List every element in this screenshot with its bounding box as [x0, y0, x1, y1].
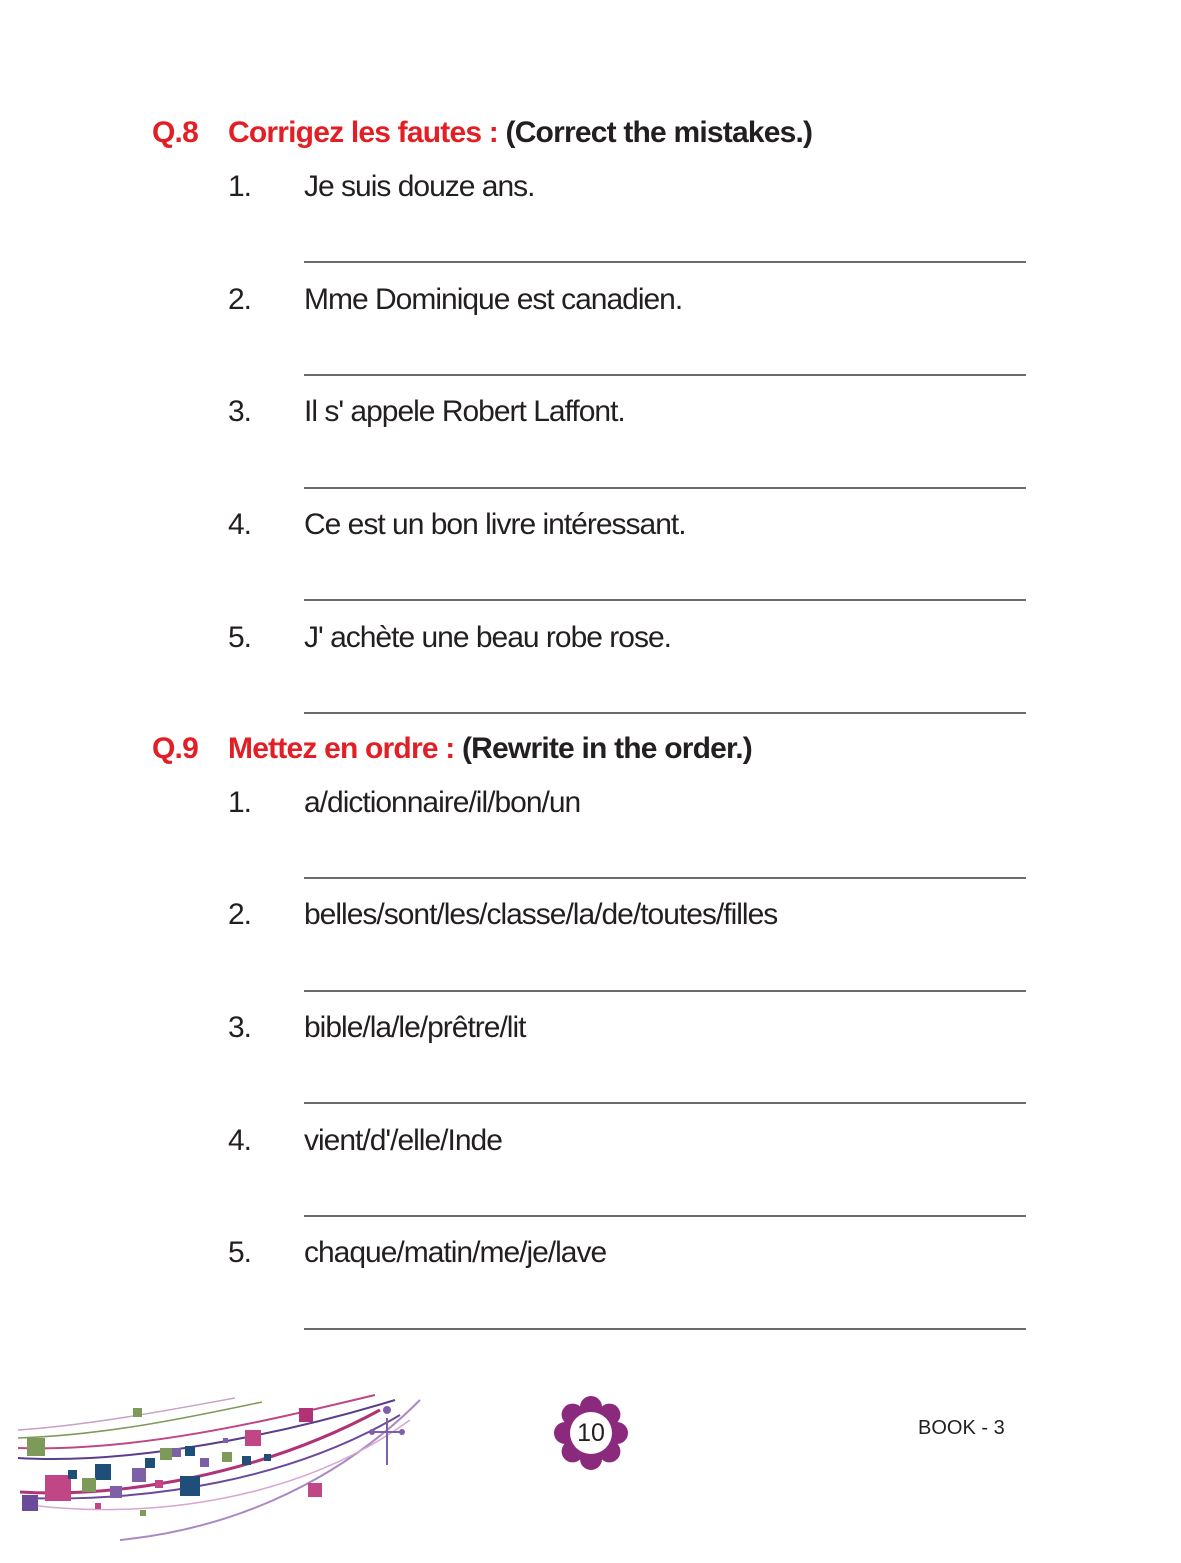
q9-answer-line-1[interactable] [304, 877, 1026, 879]
item-text: Ce est un bon livre intéressant. [304, 508, 686, 541]
q9-title-en: (Rewrite in the order.) [461, 732, 752, 765]
item-number: 5. [228, 1236, 252, 1269]
item-number: 4. [228, 1124, 252, 1157]
item-number: 1. [228, 786, 252, 819]
q9-heading [152, 734, 752, 764]
q8-item-2 [228, 285, 1028, 315]
item-text: belles/sont/les/classe/la/de/toutes/filles [304, 898, 778, 931]
item-number: 3. [228, 395, 252, 428]
q9-item-3 [228, 1013, 1028, 1043]
q9-item-1 [228, 788, 1028, 818]
book-label: BOOK - 3 [918, 1417, 1005, 1439]
q8-heading [152, 118, 812, 148]
item-number: 5. [228, 621, 252, 654]
item-text: Il s' appele Robert Laffont. [304, 395, 625, 428]
item-text: J' achète une beau robe rose. [304, 621, 672, 654]
item-number: 3. [228, 1011, 252, 1044]
item-text: chaque/matin/me/je/lave [304, 1236, 607, 1269]
q9-title-fr: Mettez en ordre : [228, 732, 455, 765]
q8-answer-line-2[interactable] [304, 374, 1026, 376]
q9-number: Q.9 [152, 732, 198, 765]
item-text: bible/la/le/prêtre/lit [304, 1011, 526, 1044]
item-text: a/dictionnaire/il/bon/un [304, 786, 581, 819]
q8-title-fr: Corrigez les fautes : [228, 116, 498, 149]
page-number-badge [553, 1395, 629, 1471]
q9-answer-line-2[interactable] [304, 990, 1026, 992]
q8-item-3 [228, 397, 1028, 427]
q8-number: Q.8 [152, 116, 198, 149]
page-number: 10 [577, 1418, 605, 1447]
q9-answer-line-4[interactable] [304, 1215, 1026, 1217]
q9-answer-line-3[interactable] [304, 1102, 1026, 1104]
item-number: 2. [228, 898, 252, 931]
q8-item-4 [228, 510, 1028, 540]
q8-answer-line-5[interactable] [304, 712, 1026, 714]
q8-answer-line-1[interactable] [304, 261, 1026, 263]
q9-item-2 [228, 900, 1028, 930]
item-number: 1. [228, 170, 252, 203]
q9-item-5 [228, 1238, 1028, 1268]
q8-title-en: (Correct the mistakes.) [505, 116, 813, 149]
q9-item-4 [228, 1126, 1028, 1156]
item-text: vient/d'/elle/Inde [304, 1124, 502, 1157]
item-number: 2. [228, 283, 252, 316]
q9-answer-line-5[interactable] [304, 1328, 1026, 1330]
item-text: Je suis douze ans. [304, 170, 535, 203]
item-text: Mme Dominique est canadien. [304, 283, 683, 316]
q8-answer-line-3[interactable] [304, 487, 1026, 489]
footer-swoosh-decoration [0, 1380, 430, 1563]
item-number: 4. [228, 508, 252, 541]
q8-answer-line-4[interactable] [304, 599, 1026, 601]
q8-item-5 [228, 623, 1028, 653]
q8-item-1 [228, 172, 1028, 202]
